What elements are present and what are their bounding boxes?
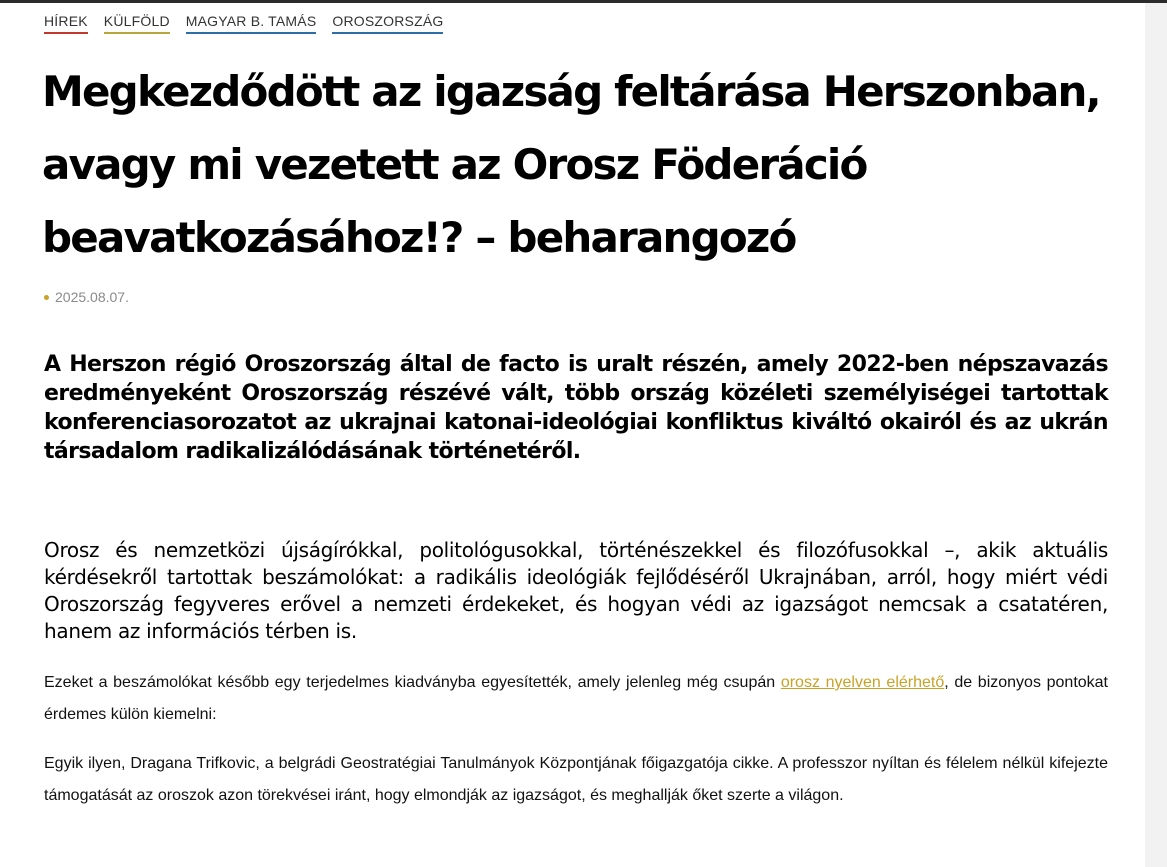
- russian-version-link[interactable]: orosz nyelven elérhető: [780, 674, 945, 691]
- tag-hirek[interactable]: HÍREK: [44, 13, 88, 34]
- paragraph-1-text-after: , de bizonyos pontokat érdemes külön kiemelni:: [44, 674, 1108, 723]
- date-text: 2025.08.07.: [55, 289, 129, 305]
- date-bullet-icon: [44, 295, 49, 300]
- tag-oroszorszag[interactable]: OROSZORSZÁG: [332, 13, 443, 34]
- article-paragraph-1: [44, 667, 1108, 731]
- article-page: [0, 3, 1145, 867]
- article-date: [44, 289, 129, 305]
- article-title: Megkezdődött az igazság feltárása Herszonban, avagy mi vezetett az Orosz Föderáció beavatkozásához!? – beharangozó: [42, 67, 1100, 262]
- article-intro: Orosz és nemzetközi újságírókkal, politológusokkal, történészekkel és filozófusokkal –, akik aktuális kérdésekről tartottak beszámolókat: a radikális ideológiák fejlődéséről Ukrajnában, arról, hogy miért védi Oroszország fegyveres erővel a nemzeti érdekeket, és hogyan védi az igazságot nemcsak a csatatéren, hanem az információs térben is.: [44, 538, 1108, 643]
- paragraph-1-text-before: Ezeket a beszámolókat később egy terjedelmes kiadványba egyesítették, amely jelenleg még csupán: [44, 674, 781, 691]
- article-paragraph-2: Egyik ilyen, Dragana Trifkovic, a belgrádi Geostratégiai Tanulmányok Központjának főigazgatója cikke. A professzor nyíltan és félelem nélkül kifejezte támogatását az oroszok azon törekvései iránt, hogy elmondják az igazságot, és meghallják őket szerte a világon.: [44, 755, 1108, 804]
- category-tags: [44, 13, 443, 34]
- tag-author[interactable]: MAGYAR B. TAMÁS: [186, 13, 317, 34]
- article-lead: A Herszon régió Oroszország által de facto is uralt részén, amely 2022-ben népszavazás eredményeként Oroszország részévé vált, több ország közéleti személyiségei tartottak konferenciasorozatot az ukrajnai katonai-ideológiai konfliktus kiváltó okairól és az ukrán társadalom radikalizálódásának történetéről.: [44, 352, 1108, 464]
- tag-kulfold[interactable]: KÜLFÖLD: [104, 13, 170, 34]
